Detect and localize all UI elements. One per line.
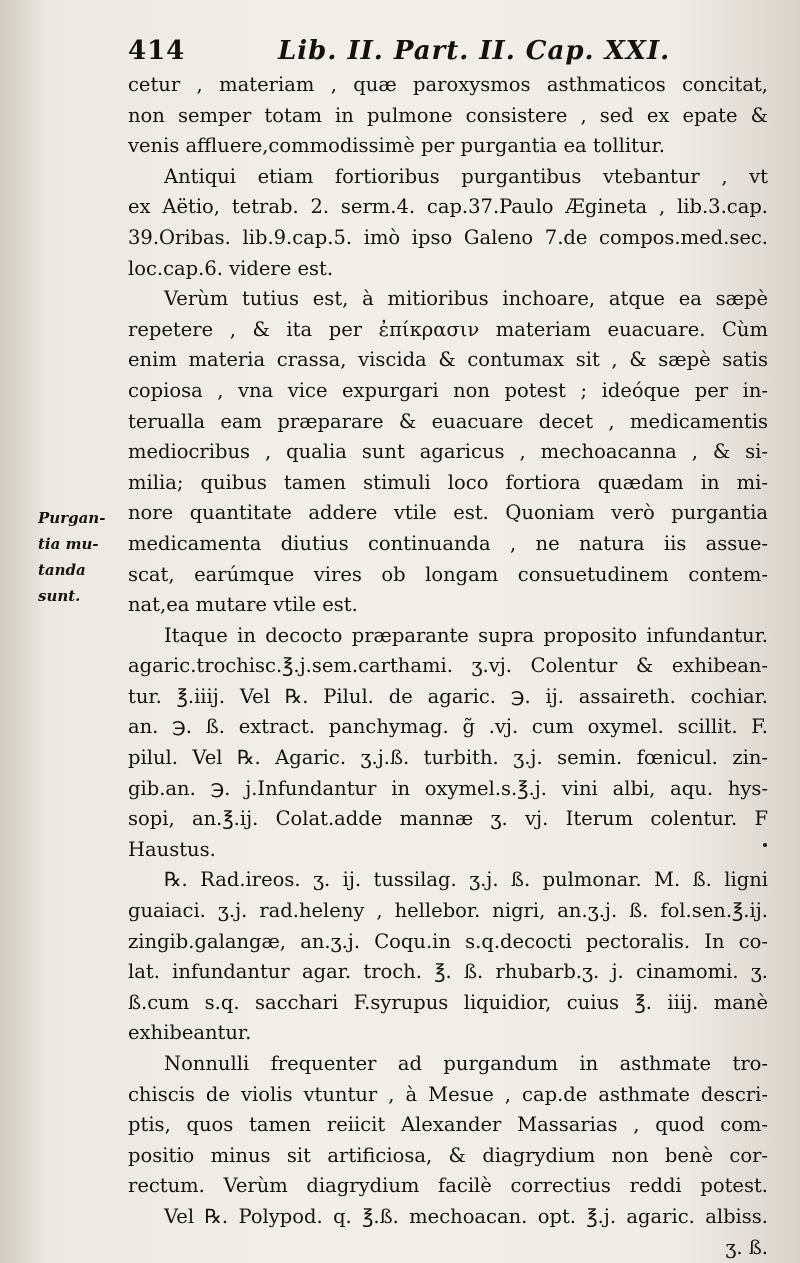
text-line: copiosa , vna vice expurgari non potest ; ideóque per in- xyxy=(128,378,768,402)
text-line: ex Aëtio, tetrab. 2. serm.4. cap.37.Paulo Ægineta , lib.3.cap. xyxy=(128,195,768,219)
text-line: terualla eam præparare & euacuare decet , medicamentis xyxy=(128,409,768,433)
text-line: venis affluere,commodissimè per purgantia ea tollitur. xyxy=(128,134,665,158)
ink-dot xyxy=(763,843,767,847)
text-line: repetere , & ita per ἐπίκρασιν materiam euacuare. Cùm xyxy=(128,317,768,341)
text-line: ß.cum s.q. sacchari F.syrupus liquidior, cuius ℥. iiij. manè xyxy=(128,990,768,1014)
text-line: agaric.trochisc.℥.j.sem.carthami. ʒ.vj. Colentur & exhibean- xyxy=(128,654,768,678)
running-head: Lib. II. Part. II. Cap. XXI. xyxy=(278,36,671,66)
margin-note xyxy=(38,505,128,609)
text-line: lat. infundantur agar. troch. ℥. ß. rhubarb.ʒ. j. cinamomi. ʒ. xyxy=(128,960,768,984)
margin-note-line: Purgan- xyxy=(38,509,106,527)
text-line: milia; quibus tamen stimuli loco fortiora quædam in mi- xyxy=(128,470,768,494)
text-line: rectum. Verùm diagrydium facilè correctius reddi potest. xyxy=(128,1174,768,1198)
text-line: ʒ. ß. xyxy=(725,1235,768,1259)
text-line: cetur , materiam , quæ paroxysmos asthmaticos concitat, xyxy=(128,73,768,96)
body-text xyxy=(128,70,768,1263)
margin-note-line: tia mu- xyxy=(38,535,99,553)
text-line: exhibeantur. xyxy=(128,1021,252,1045)
text-line: non semper totam in pulmone consistere , sed ex epate & xyxy=(128,103,768,127)
text-line: chiscis de violis vtuntur , à Mesue , cap.de asthmate descri- xyxy=(128,1082,768,1106)
text-line: 39.Oribas. lib.9.cap.5. imò ipso Galeno 7.de compos.med.sec. xyxy=(128,225,768,249)
text-line: tur. ℥.iiij. Vel ℞. Pilul. de agaric. ℈. ij. assaireth. cochiar. xyxy=(128,684,768,708)
text-line: positio minus sit artificiosa, & diagrydium non benè cor- xyxy=(128,1143,768,1167)
margin-note-line: tanda xyxy=(38,561,86,579)
text-line: pilul. Vel ℞. Agaric. ʒ.j.ß. turbith. ʒ.j. semin. fœnicul. zin- xyxy=(128,746,768,770)
text-line: zingib.galangæ, an.ʒ.j. Coqu.in s.q.decocti pectoralis. In co- xyxy=(128,929,768,953)
text-line: an. ℈. ß. extract. panchymag. g̃ .vj. cum oxymel. scillit. F. xyxy=(128,715,768,739)
text-line: Haustus. xyxy=(128,837,216,861)
text-line: loc.cap.6. videre est. xyxy=(128,256,334,280)
text-line: Antiqui etiam fortioribus purgantibus vtebantur , vt xyxy=(164,164,768,188)
text-line: Vel ℞. Polypod. q. ℥.ß. mechoacan. opt. ℥.j. agaric. albiss. xyxy=(164,1204,768,1228)
text-line: scat, earúmque vires ob longam consuetudinem contem- xyxy=(128,562,768,586)
text-line: Nonnulli frequenter ad purgandum in asthmate tro- xyxy=(164,1052,768,1075)
text-line: guaiaci. ʒ.j. rad.heleny , hellebor. nigri, an.ʒ.j. ß. fol.sen.℥.ij. xyxy=(128,899,768,923)
text-line: nore quantitate addere vtile est. Quoniam verò purgantia xyxy=(128,501,768,525)
text-line: mediocribus , qualia sunt agaricus , mechoacanna , & si- xyxy=(128,440,768,464)
text-line: nat,ea mutare vtile est. xyxy=(128,593,358,617)
text-line: Verùm tutius est, à mitioribus inchoare, atque ea sæpè xyxy=(164,287,768,311)
text-line: medicamenta diutius continuanda , ne natura iis assue- xyxy=(128,531,768,555)
margin-note-line: sunt. xyxy=(38,587,81,605)
text-line: ptis, quos tamen reiicit Alexander Massarias , quod com- xyxy=(128,1113,768,1137)
text-line: ℞. Rad.ireos. ʒ. ij. tussilag. ʒ.j. ß. pulmonar. M. ß. ligni xyxy=(164,868,768,892)
text-line: gib.an. ℈. j.Infundantur in oxymel.s.℥.j. vini albi, aqu. hys- xyxy=(128,776,768,800)
text-line: sopi, an.℥.ij. Colat.adde mannæ ʒ. vj. Iterum colentur. F xyxy=(128,807,768,831)
text-line: Itaque in decocto præparante supra proposito infundantur. xyxy=(164,623,768,647)
text-line: enim materia crassa, viscida & contumax sit , & sæpè satis xyxy=(128,348,768,372)
page-number: 414 xyxy=(128,36,186,66)
